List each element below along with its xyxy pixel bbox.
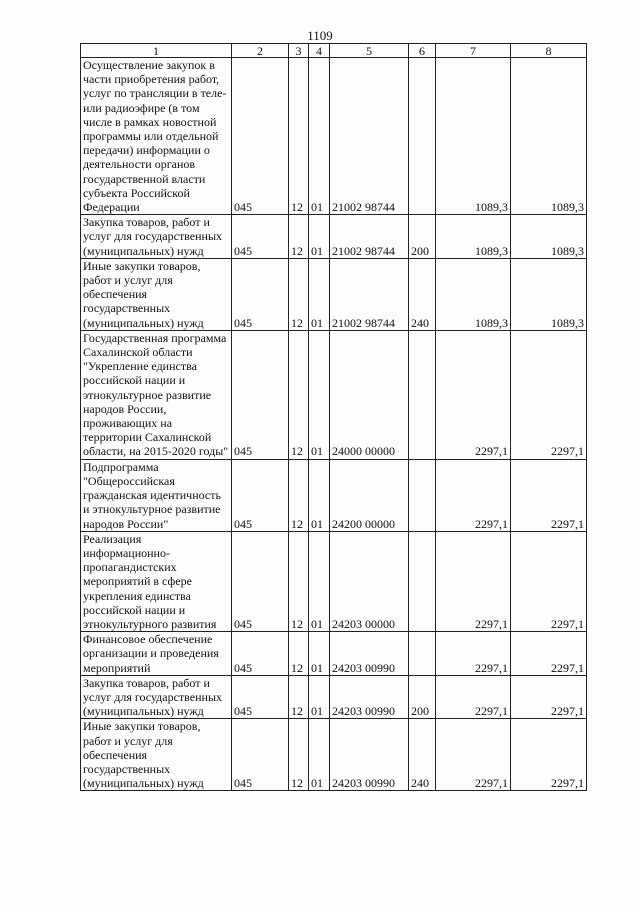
table-row: [81, 258, 587, 330]
cell-target-code: 21002 98744: [330, 258, 409, 330]
cell-subsection: 01: [309, 531, 330, 631]
cell-amount-2: 2297,1: [511, 632, 587, 676]
cell-subsection: 01: [309, 330, 330, 459]
cell-expense-type: [409, 531, 436, 631]
row-name: Закупка товаров, работ и услуг для государственных (муниципальных) нужд: [81, 215, 232, 259]
table-row: [81, 58, 587, 215]
table-row: [81, 531, 587, 631]
cell-ministry-code: 045: [232, 58, 289, 215]
cell-target-code: 24203 00990: [330, 632, 409, 676]
cell-amount-1: 1089,3: [436, 58, 511, 215]
column-header: 2: [232, 44, 289, 58]
cell-target-code: 24203 00000: [330, 531, 409, 631]
cell-expense-type: 240: [409, 719, 436, 791]
row-name: Финансовое обеспечение организации и проведения мероприятий: [81, 632, 232, 676]
column-header: 6: [409, 44, 436, 58]
row-name: Закупка товаров, работ и услуг для государственных (муниципальных) нужд: [81, 675, 232, 719]
table-row: [81, 330, 587, 459]
row-name: Иные закупки товаров, работ и услуг для обеспечения государственных (муниципальных) нужд: [81, 258, 232, 330]
cell-subsection: 01: [309, 675, 330, 719]
cell-expense-type: 200: [409, 215, 436, 259]
cell-expense-type: [409, 459, 436, 531]
column-header: 1: [81, 44, 232, 58]
table-header-row: [81, 44, 587, 58]
column-header: 3: [289, 44, 309, 58]
cell-amount-2: 2297,1: [511, 330, 587, 459]
cell-amount-2: 2297,1: [511, 675, 587, 719]
cell-amount-2: 1089,3: [511, 58, 587, 215]
cell-amount-1: 2297,1: [436, 632, 511, 676]
cell-amount-1: 2297,1: [436, 330, 511, 459]
cell-ministry-code: 045: [232, 531, 289, 631]
cell-subsection: 01: [309, 459, 330, 531]
cell-amount-1: 2297,1: [436, 675, 511, 719]
cell-section: 12: [289, 330, 309, 459]
cell-amount-2: 1089,3: [511, 215, 587, 259]
cell-target-code: 24203 00990: [330, 675, 409, 719]
row-name: Реализация информационно-пропагандистских мероприятий в сфере укрепления единства российской нации и этнокультурного развития: [81, 531, 232, 631]
cell-expense-type: 240: [409, 258, 436, 330]
cell-subsection: 01: [309, 719, 330, 791]
cell-amount-1: 2297,1: [436, 719, 511, 791]
column-header: 7: [436, 44, 511, 58]
cell-expense-type: [409, 330, 436, 459]
cell-target-code: 21002 98744: [330, 58, 409, 215]
page-number: 1109: [307, 28, 333, 43]
cell-amount-1: 1089,3: [436, 258, 511, 330]
cell-section: 12: [289, 675, 309, 719]
table-row: [81, 675, 587, 719]
cell-section: 12: [289, 258, 309, 330]
cell-target-code: 24000 00000: [330, 330, 409, 459]
cell-target-code: 21002 98744: [330, 215, 409, 259]
cell-subsection: 01: [309, 215, 330, 259]
cell-amount-1: 1089,3: [436, 215, 511, 259]
cell-amount-2: 1089,3: [511, 258, 587, 330]
cell-amount-2: 2297,1: [511, 719, 587, 791]
table-row: [81, 215, 587, 259]
table-row: [81, 459, 587, 531]
row-name: Иные закупки товаров, работ и услуг для обеспечения государственных (муниципальных) нужд: [81, 719, 232, 791]
budget-table: [80, 43, 587, 791]
cell-ministry-code: 045: [232, 719, 289, 791]
cell-ministry-code: 045: [232, 459, 289, 531]
cell-subsection: 01: [309, 258, 330, 330]
cell-section: 12: [289, 215, 309, 259]
column-header: 5: [330, 44, 409, 58]
cell-section: 12: [289, 58, 309, 215]
column-header: 8: [511, 44, 587, 58]
cell-ministry-code: 045: [232, 215, 289, 259]
table-row: [81, 719, 587, 791]
cell-section: 12: [289, 531, 309, 631]
cell-expense-type: [409, 58, 436, 215]
table-row: [81, 632, 587, 676]
cell-target-code: 24203 00990: [330, 719, 409, 791]
cell-section: 12: [289, 719, 309, 791]
cell-ministry-code: 045: [232, 632, 289, 676]
row-name: Государственная программа Сахалинской области "Укрепление единства российской нации и этнокультурное развитие народов России, проживающих на территории Сахалинской области, на 2015-2020 годы": [81, 330, 232, 459]
column-header: 4: [309, 44, 330, 58]
cell-target-code: 24200 00000: [330, 459, 409, 531]
cell-expense-type: 200: [409, 675, 436, 719]
cell-ministry-code: 045: [232, 330, 289, 459]
cell-subsection: 01: [309, 632, 330, 676]
row-name: Подпрограмма "Общероссийская гражданская идентичность и этнокультурное развитие народов России": [81, 459, 232, 531]
cell-ministry-code: 045: [232, 675, 289, 719]
cell-amount-1: 2297,1: [436, 459, 511, 531]
cell-amount-1: 2297,1: [436, 531, 511, 631]
row-name: Осуществление закупок в части приобретения работ, услуг по трансляции в теле- или радиоэфире (в том числе в рамках новостной программы или отдельной передачи) информации о деятельности органов государственной власти субъекта Российской Федерации: [81, 58, 232, 215]
cell-section: 12: [289, 459, 309, 531]
cell-ministry-code: 045: [232, 258, 289, 330]
cell-expense-type: [409, 632, 436, 676]
cell-section: 12: [289, 632, 309, 676]
cell-amount-2: 2297,1: [511, 459, 587, 531]
cell-subsection: 01: [309, 58, 330, 215]
cell-amount-2: 2297,1: [511, 531, 587, 631]
